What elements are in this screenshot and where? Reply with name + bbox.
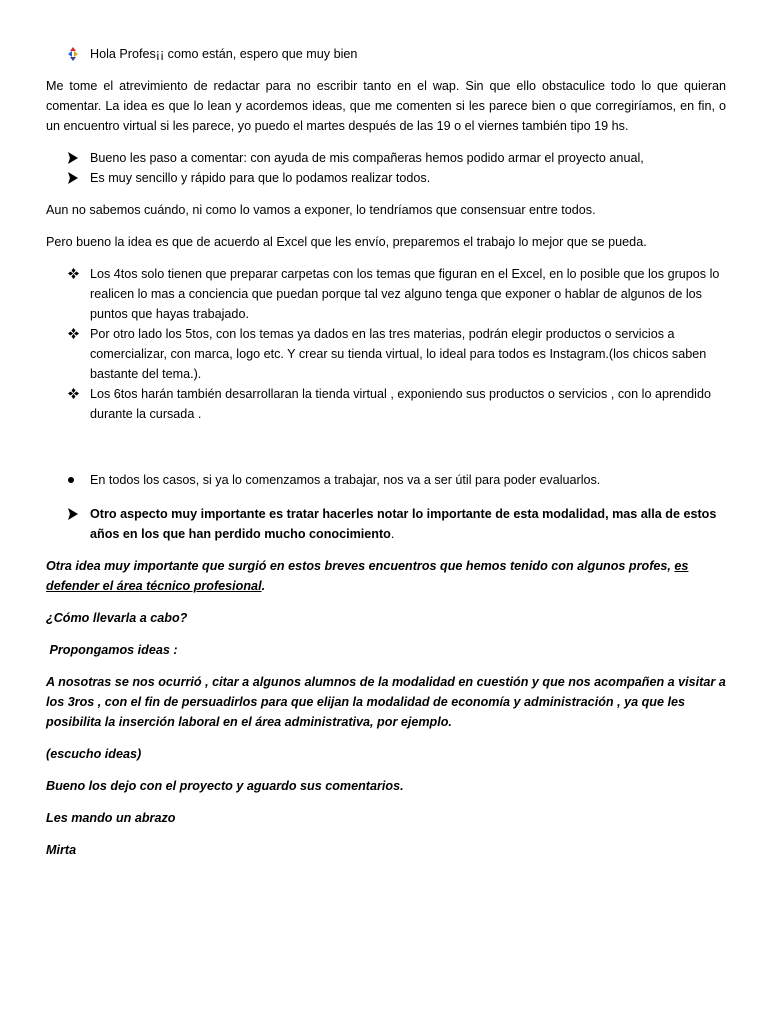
- dejo-line: Bueno los dejo con el proyecto y aguardo sus comentarios.: [46, 779, 404, 793]
- four-diamond-bullet-icon: [68, 264, 84, 279]
- arrow-list-text: Es muy sencillo y rápido para que lo podamos realizar todos.: [90, 171, 431, 185]
- dot-bullet-icon: [68, 470, 84, 483]
- bold-arrow-text: [90, 504, 726, 544]
- four-color-arrow-bullet-icon: [68, 44, 84, 61]
- ocurrio-paragraph: A nosotras se nos ocurrió , citar a algunos alumnos de la modalidad en cuestión y que nos acompañen a visitar a los 3ros , con el fin de persuadirlos para que elijan la modalidad de economía y administración , ya que les posibilita la inserción laboral en el área administrativa, por ejemplo.: [46, 675, 726, 729]
- arrow-list-item: [46, 168, 726, 188]
- intro-bullet-text: Hola Profes¡¡ como están, espero que muy bien: [90, 47, 358, 61]
- arrow-list-text: Bueno les paso a comentar: con ayuda de mis compañeras hemos podido armar el proyecto anual,: [90, 151, 644, 165]
- dot-bullet-text: En todos los casos, si ya lo comenzamos a trabajar, nos va a ser útil para poder evaluarlos.: [90, 473, 601, 487]
- otra-idea-paragraph: [46, 556, 726, 596]
- document-page: [46, 44, 726, 860]
- intro-bullet-item: [46, 44, 726, 64]
- bold-arrow-suffix: .: [390, 527, 395, 541]
- question-line: ¿Cómo llevarla a cabo?: [46, 611, 188, 625]
- paragraph-2: Aun no sabemos cuándo, ni como lo vamos a exponer, lo tendríamos que consensuar entre todos.: [46, 203, 596, 217]
- otra-idea-underlined: es defender el área técnico profesional: [46, 559, 689, 593]
- otra-idea-text: Otra idea muy importante que surgió en estos breves encuentros que hemos tenido con algunos profes,: [46, 559, 675, 573]
- paragraph-3: Pero bueno la idea es que de acuerdo al Excel que les envío, preparemos el trabajo lo mejor que se pueda.: [46, 235, 647, 249]
- dot-bullet-item: [46, 470, 726, 490]
- otra-idea-suffix: .: [261, 579, 266, 593]
- four-diamond-bullet-icon: [68, 324, 84, 339]
- escucho-line: (escucho ideas): [46, 747, 142, 761]
- diamond-list-item: [46, 264, 726, 324]
- abrazo-line: Les mando un abrazo: [46, 811, 176, 825]
- arrowhead-bullet-icon: [68, 168, 84, 184]
- arrowhead-bullet-icon: [68, 504, 84, 520]
- propongamos-line: Propongamos ideas :: [46, 643, 178, 657]
- paragraph-1: Me tome el atrevimiento de redactar para no escribir tanto en el wap. Sin que ello obstaculice todo lo que quieran comentar. La idea es que lo lean y acordemos ideas, que me comenten si les parece bien o que corregiríamos, en fin, o un encuentro virtual si les parece, yo puedo el martes después de las 19 o el viernes también tipo 19 hs.: [46, 79, 726, 133]
- diamond-list-item: [46, 324, 726, 384]
- arrow-list-item: [46, 148, 726, 168]
- bold-arrow-item: [46, 504, 726, 544]
- signature: Mirta: [46, 843, 77, 857]
- diamond-list-item: [46, 384, 726, 424]
- diamond-list-text: Los 4tos solo tienen que preparar carpetas con los temas que figuran en el Excel, en lo posible que los grupos lo realicen lo mas a conciencia que puedan porque tal vez alguno tenga que exponer o hablar de algunos de los puntos que hayas trabajado.: [90, 267, 720, 321]
- bold-arrow-strong: Otro aspecto muy importante es tratar hacerles notar lo importante de esta modalidad, mas alla de estos años en los que han perdido mucho conocimiento: [90, 507, 717, 541]
- four-diamond-bullet-icon: [68, 384, 84, 399]
- diamond-list-text: Los 6tos harán también desarrollaran la tienda virtual , exponiendo sus productos o servicios , con lo aprendido durante la cursada .: [90, 387, 711, 421]
- diamond-list-text: Por otro lado los 5tos, con los temas ya dados en las tres materias, podrán elegir productos o servicios a comercializar, con marca, logo etc. Y crear su tienda virtual, lo ideal para todos es Instagram.(los chicos saben bastante del tema.).: [90, 327, 707, 381]
- arrowhead-bullet-icon: [68, 148, 84, 164]
